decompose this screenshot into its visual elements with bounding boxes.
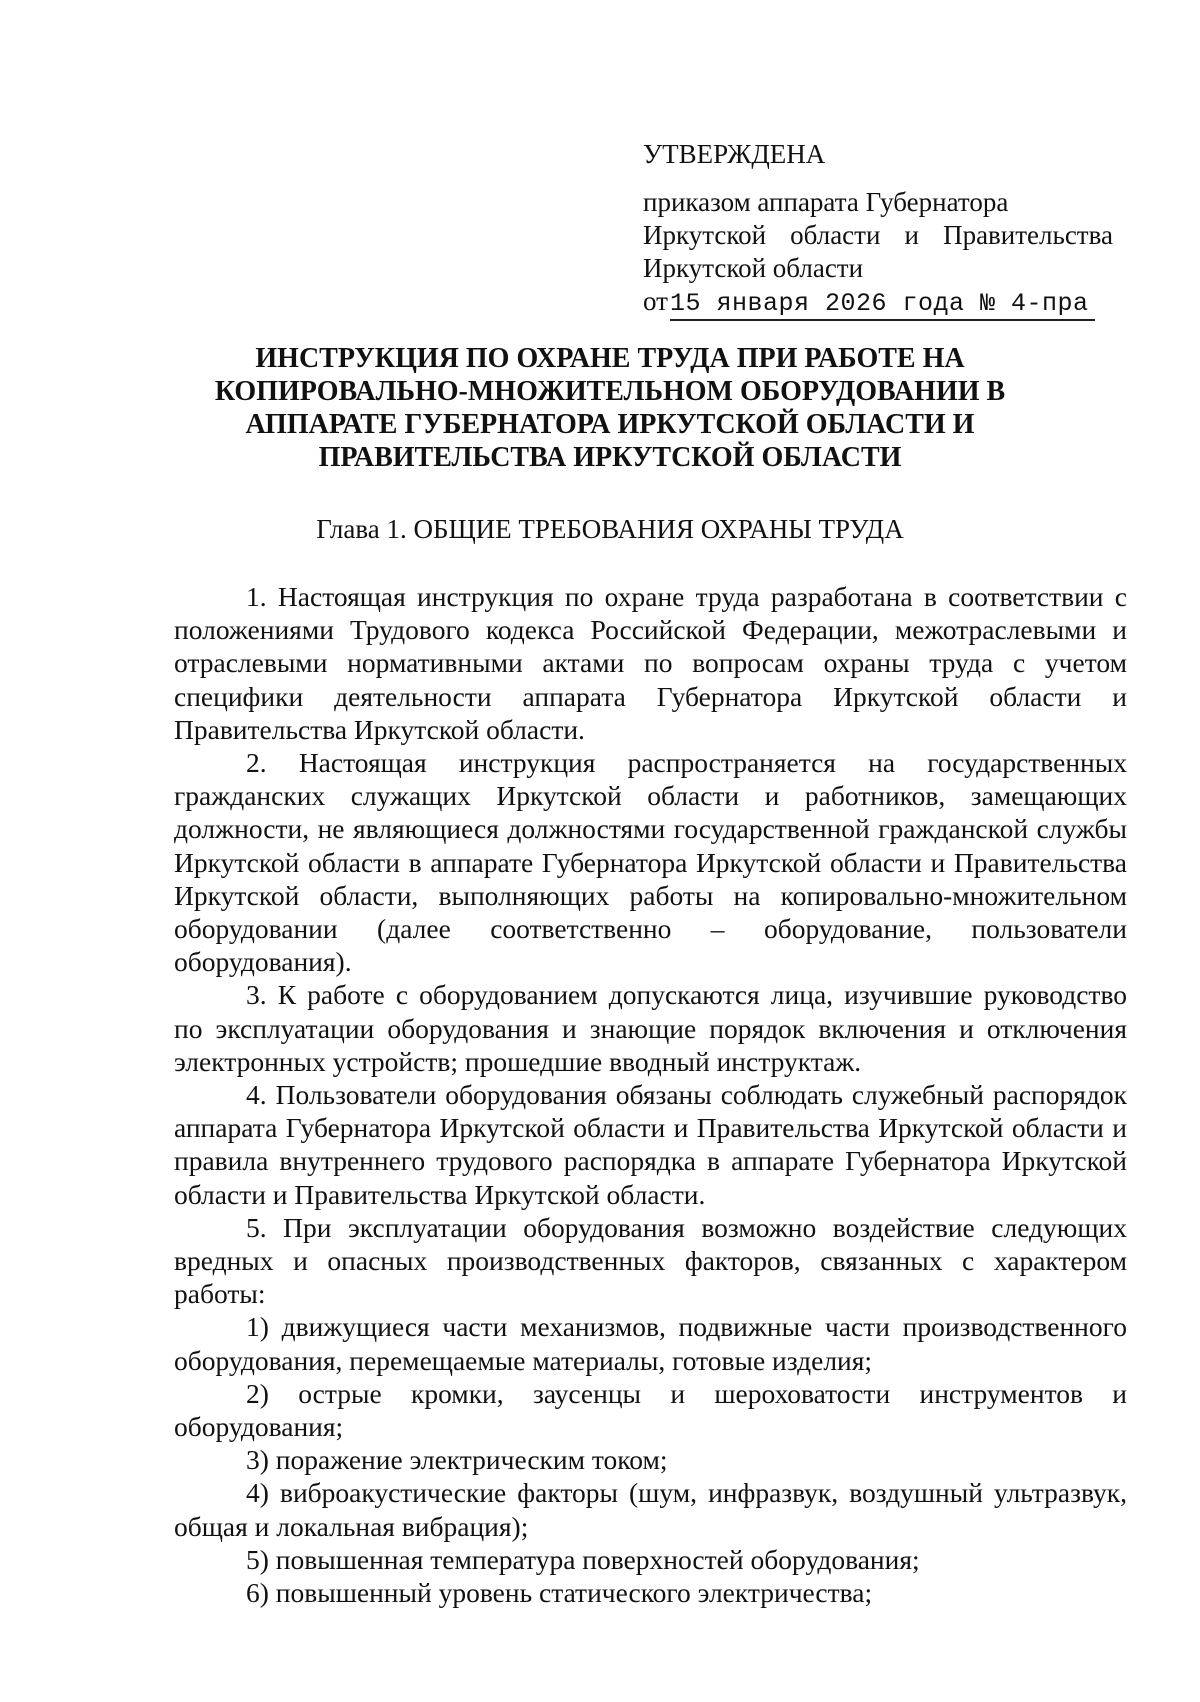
- approval-date-value: 15 января 2026 года № 4-пра: [670, 289, 1095, 321]
- list-item-4: 4) виброакустические факторы (шум, инфразвук, воздушный ультразвук, общая и локальная вибрация);: [174, 1477, 1127, 1542]
- approval-stamp: УТВЕРЖДЕНА: [643, 139, 826, 169]
- approval-date-prefix: от: [643, 286, 668, 316]
- paragraph-5: 5. При эксплуатации оборудования возможно воздействие следующих вредных и опасных производственных факторов, связанных с характером работы:: [174, 1211, 1127, 1310]
- approval-line-1: приказом аппарата Губернатора: [643, 187, 1009, 217]
- list-item-5: 5) повышенная температура поверхностей оборудования;: [246, 1543, 920, 1575]
- list-item-6: 6) повышенный уровень статического электричества;: [246, 1577, 873, 1609]
- chapter-heading: Глава 1. ОБЩИЕ ТРЕБОВАНИЯ ОХРАНЫ ТРУДА: [316, 514, 904, 544]
- paragraph-4: 4. Пользователи оборудования обязаны соблюдать служебный распорядок аппарата Губернатора Иркутской области и Правительства Иркутской области и правила внутреннего трудового распорядка в аппарате Губернатора Иркутской области и Правительства Иркутской области.: [174, 1079, 1127, 1210]
- approval-date-row: [643, 285, 1113, 321]
- document-body: [174, 580, 1127, 1609]
- approval-line-2: Иркутской области и Правительства: [643, 220, 1113, 250]
- title-line-4: ПРАВИТЕЛЬСТВА ИРКУТСКОЙ ОБЛАСТИ: [318, 442, 902, 473]
- paragraph-1: 1. Настоящая инструкция по охране труда разработана в соответствии с положениями Трудового кодекса Российской Федерации, межотраслевыми и отраслевыми нормативными актами по вопросам охраны труда с учетом специфики деятельности аппарата Губернатора Иркутской области и Правительства Иркутской области.: [174, 581, 1127, 745]
- title-line-2: КОПИРОВАЛЬНО-МНОЖИТЕЛЬНОМ ОБОРУДОВАНИИ В: [214, 376, 1006, 407]
- paragraph-2: 2. Настоящая инструкция распространяется на государственных гражданских служащих Иркутской области и работников, замещающих должности, не являющиеся должностями государственной гражданской службы Иркутской области в аппарате Губернатора Иркутской области и Правительства Иркутской области, выполняющих работы на копировально-множительном оборудовании (далее соответственно – оборудование, пользователи оборудования).: [174, 747, 1127, 978]
- document-title: [170, 342, 1050, 474]
- approval-line-3: Иркутской области: [643, 253, 864, 283]
- title-line-1: ИНСТРУКЦИЯ ПО ОХРАНЕ ТРУДА ПРИ РАБОТЕ НА: [255, 343, 965, 374]
- list-item-3: 3) поражение электрическим током;: [246, 1444, 668, 1476]
- title-line-3: АППАРАТЕ ГУБЕРНАТОРА ИРКУТСКОЙ ОБЛАСТИ И: [245, 409, 975, 440]
- list-item-1: 1) движущиеся части механизмов, подвижные части производственного оборудования, перемещаемые материалы, готовые изделия;: [174, 1311, 1127, 1376]
- approval-block: [643, 138, 1113, 321]
- paragraph-3: 3. К работе с оборудованием допускаются лица, изучившие руководство по эксплуатации оборудования и знающие порядок включения и отключения электронных устройств; прошедшие вводный инструктаж.: [174, 979, 1127, 1077]
- list-item-2: 2) острые кромки, заусенцы и шероховатости инструментов и оборудования;: [174, 1377, 1127, 1443]
